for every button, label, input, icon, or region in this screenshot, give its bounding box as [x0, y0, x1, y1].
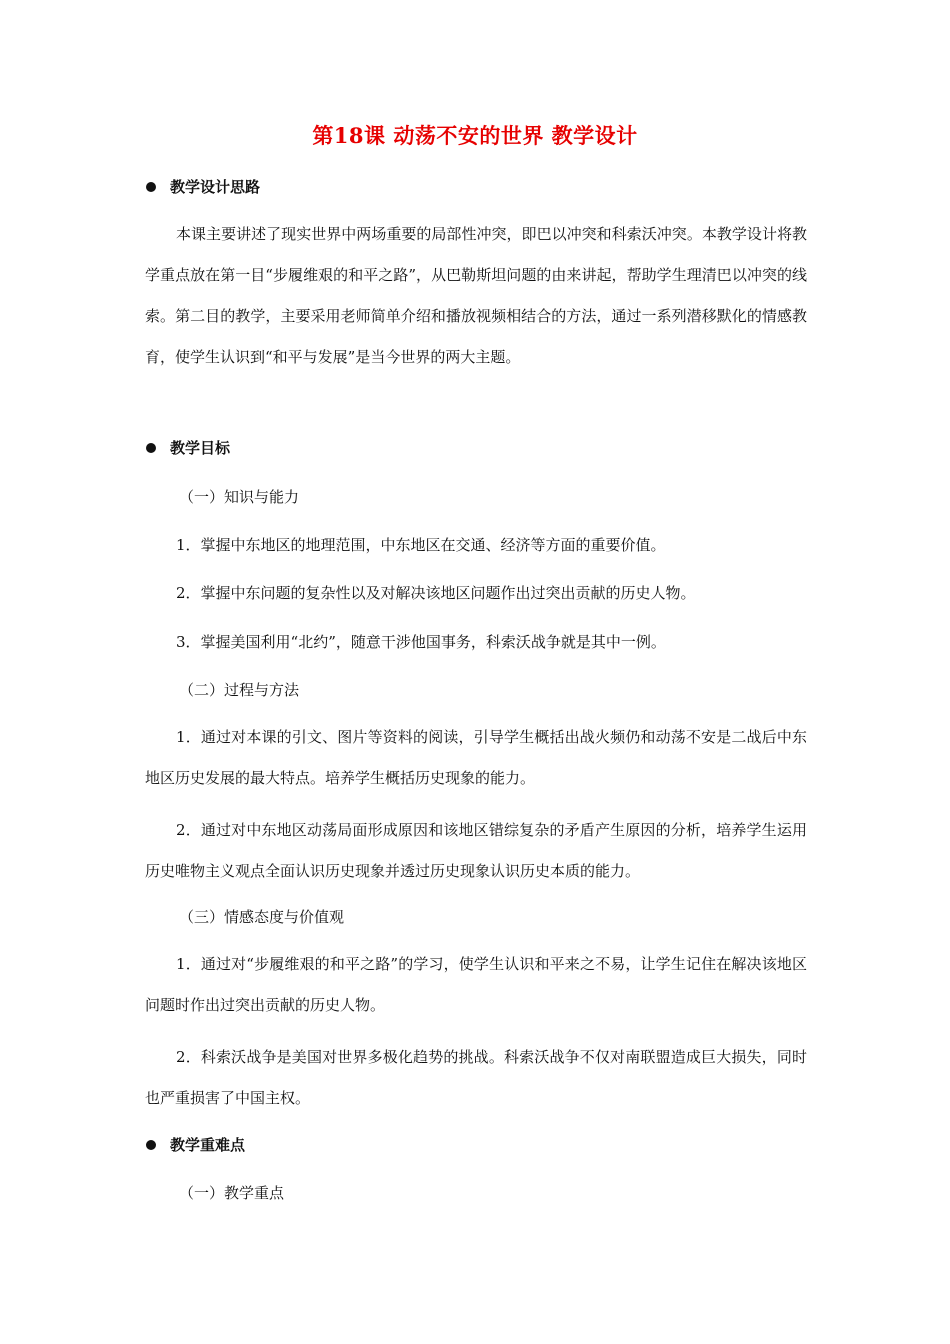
subheading-teaching-focus: （一）教学重点: [179, 1184, 285, 1202]
objective-paragraph: 1．通过对本课的引文、图片等资料的阅读，引导学生概括出战火频仍和动荡不安是二战后中东地区历史发展的最大特点。培养学生概括历史现象的能力。: [145, 728, 807, 787]
section-heading-label: 教学重难点: [170, 1136, 246, 1154]
objective-item: 2．掌握中东问题的复杂性以及对解决该地区问题作出过突出贡献的历史人物。: [176, 584, 696, 602]
objective-item: 1．掌握中东地区的地理范围，中东地区在交通、经济等方面的重要价值。: [176, 536, 666, 554]
objective-paragraph: 2．科索沃战争是美国对世界多极化趋势的挑战。科索沃战争不仅对南联盟造成巨大损失，同时也严重损害了中国主权。: [145, 1048, 807, 1107]
section-heading-label: 教学目标: [170, 439, 231, 457]
document-title: 第18课 动荡不安的世界 教学设计: [312, 123, 638, 148]
section-heading-objectives: [146, 437, 230, 458]
objective-paragraph: 1．通过对“步履维艰的和平之路”的学习，使学生认识和平来之不易，让学生记住在解决该地区问题时作出过突出贡献的历史人物。: [145, 955, 807, 1014]
bullet-icon: [146, 182, 156, 192]
design-idea-paragraph: 本课主要讲述了现实世界中两场重要的局部性冲突，即巴以冲突和科索沃冲突。本教学设计将教学重点放在第一目“步履维艰的和平之路”，从巴勒斯坦问题的由来讲起，帮助学生理清巴以冲突的线索。第二目的教学，主要采用老师简单介绍和播放视频相结合的方法，通过一系列潜移默化的情感教育，使学生认识到“和平与发展”是当今世界的两大主题。: [145, 225, 807, 366]
objective-item: 3．掌握美国利用“北约”，随意干涉他国事务，科索沃战争就是其中一例。: [176, 633, 666, 651]
section-heading-label: 教学设计思路: [170, 178, 261, 196]
subheading-emotion-values: （三）情感态度与价值观: [179, 908, 345, 926]
section-heading-key-points: [146, 1134, 245, 1155]
subheading-process-method: （二）过程与方法: [179, 681, 300, 699]
subheading-knowledge-ability: （一）知识与能力: [179, 488, 300, 506]
section-heading-design-idea: [146, 176, 260, 197]
objective-paragraph: 2．通过对中东地区动荡局面形成原因和该地区错综复杂的矛盾产生原因的分析，培养学生运用历史唯物主义观点全面认识历史现象并透过历史现象认识历史本质的能力。: [145, 821, 807, 880]
bullet-icon: [146, 1140, 156, 1150]
bullet-icon: [146, 443, 156, 453]
